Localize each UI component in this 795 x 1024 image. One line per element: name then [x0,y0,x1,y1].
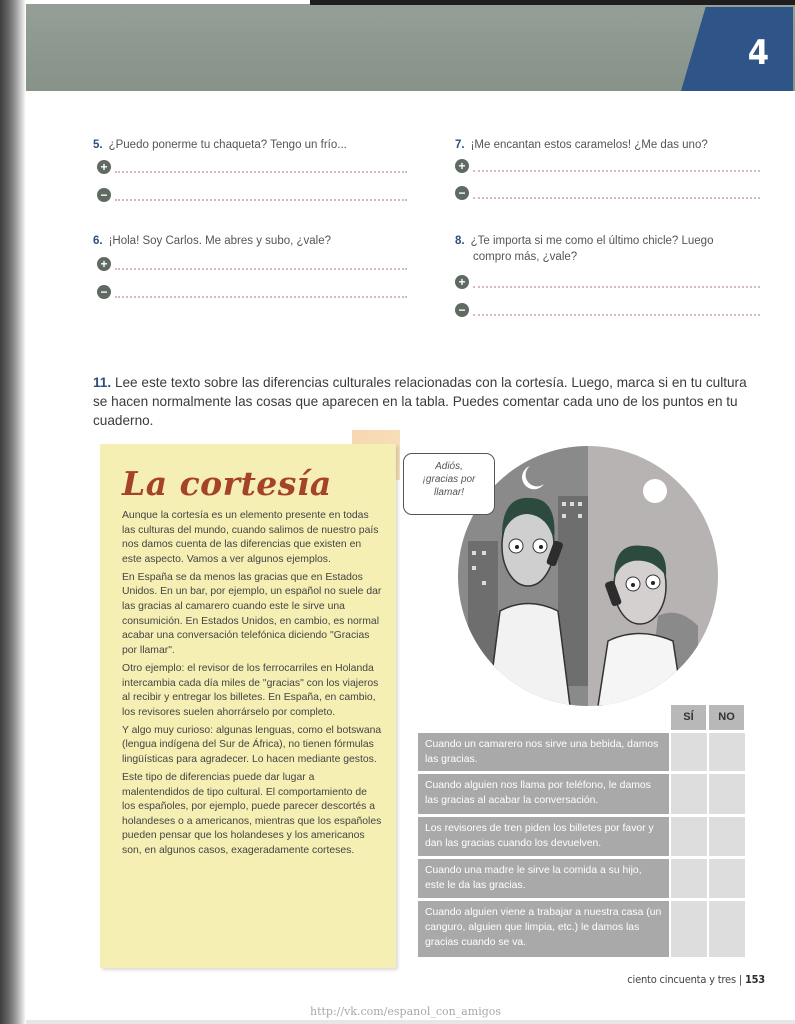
bubble-line: ¡gracias por [422,474,476,485]
checkbox-si[interactable] [671,901,707,957]
cortesia-note [100,444,396,968]
note-paragraph: Y algo muy curioso: algunas lenguas, como el botswana (lengua indígena del Sur de África), no tienen fórmulas lingüísticas para agradecer. Lo hacen mediante gestos. [122,724,382,765]
dotted-line [115,199,407,201]
positive-answer-line[interactable] [455,159,760,175]
checkbox-no[interactable] [709,774,745,814]
table-statement: Cuando una madre le sirve la comida a su hijo, este le da las gracias. [418,859,669,898]
exercise-11-instruction [93,373,755,430]
exercise-7 [455,137,775,153]
exercise-number: 5. [93,139,103,151]
checkbox-si[interactable] [671,733,707,771]
note-paragraph: Otro ejemplo: el revisor de los ferrocarriles en Holanda intercambia cada día miles de "gracias" con los viajeros al recibir y entregar los billetes. En España, en cambio, los revisores suelen ahorrárselo por completo. [122,662,379,718]
negative-answer-line[interactable] [455,303,760,319]
exercise-prompt: ¡Hola! Soy Carlos. Me abres y subo, ¿vale? [108,235,332,247]
note-paragraph: En España se da menos las gracias que en Estados Unidos. En un bar, por ejemplo, un español no suele dar las gracias al camarero cuando este le sirve una consumición. En Estados Unidos, en cambio, es normal acabar una conversación telefónica diciendo "Gracias por llamar". [122,571,382,656]
plus-circle-icon: + [97,160,111,174]
checkbox-si[interactable] [671,774,707,814]
sun-icon [643,479,667,503]
dotted-line [473,170,760,172]
exercise-number: 11. [93,375,112,390]
table-statement: Cuando un camarero nos sirve una bebida, damos las gracias. [418,733,669,771]
minus-circle-icon: − [97,188,111,202]
table-statement: Cuando alguien nos llama por teléfono, le damos las gracias al acabar la conversación. [418,774,669,814]
exercise-8 [455,233,775,265]
positive-answer-line[interactable] [97,257,407,273]
negative-answer-line[interactable] [97,188,407,204]
exercise-prompt: ¿Puedo ponerme tu chaqueta? Tengo un frío... [108,139,347,151]
page-number-words: ciento cincuenta y tres | [627,973,742,986]
plus-circle-icon: + [97,257,111,271]
note-body [122,509,382,862]
chapter-banner [0,4,795,91]
table-row [418,859,745,898]
checkbox-si[interactable] [671,859,707,898]
note-title: La cortesía [122,464,332,503]
page-number: 153 [744,973,765,986]
phone-call-illustration [458,446,718,706]
instruction-text: Lee este texto sobre las diferencias culturales relacionadas con la cortesía. Luego, marca si en tu cultura se hacen normalmente las cosas que aparecen en la tabla. Puedes comentar cada uno de los puntos en tu cuaderno. [93,375,747,428]
illustration-art [458,446,718,706]
table-row [418,733,745,771]
table-header-no: NO [709,705,744,730]
table-row [418,817,745,856]
checkbox-no[interactable] [709,859,745,898]
dotted-line [473,314,760,316]
plus-circle-icon: + [455,275,469,289]
dotted-line [473,286,760,288]
checkbox-no[interactable] [709,817,745,856]
exercise-5 [93,137,423,153]
checkbox-no[interactable] [709,901,745,957]
minus-circle-icon: − [97,285,111,299]
table-statement: Los revisores de tren piden los billetes por favor y dan las gracias cuando los devuelven. [418,817,669,856]
minus-circle-icon: − [455,303,469,317]
banner-top-edge [310,0,795,5]
note-paragraph: Aunque la cortesía es un elemento presente en todas las culturas del mundo, cuando salimos de nuestro país nos damos cuenta de las diferencias que existen en este aspecto. Vamos a ver algunos ejemplos. [122,510,379,565]
speech-bubble [403,453,495,515]
negative-answer-line[interactable] [455,186,760,202]
positive-answer-line[interactable] [455,275,760,291]
exercise-6 [93,233,423,249]
exercise-number: 8. [455,235,465,247]
page-footer [627,973,765,986]
bubble-line: llamar! [433,487,464,498]
positive-answer-line[interactable] [97,160,407,176]
exercise-number: 7. [455,139,465,151]
bubble-line: Adiós, [435,461,463,472]
page-bottom-edge [0,1020,795,1024]
watermark-url: http://vk.com/espanol_con_amigos [310,1005,502,1018]
exercise-number: 6. [93,235,103,247]
table-header-si: SÍ [671,705,706,730]
chapter-number: 4 [747,33,769,73]
exercise-prompt-line1: ¿Te importa si me como el último chicle? Luego [470,235,714,247]
dotted-line [473,197,760,199]
checkbox-no[interactable] [709,733,745,771]
dotted-line [115,296,407,298]
table-row [418,901,745,957]
man-shirt [488,604,570,707]
checkbox-si[interactable] [671,817,707,856]
table-statement: Cuando alguien viene a trabajar a nuestra casa (un canguro, alguien que limpia, etc.) le damos las gracias cuando se va. [418,901,669,957]
negative-answer-line[interactable] [97,285,407,301]
plus-circle-icon: + [455,159,469,173]
dotted-line [115,171,407,173]
table-row [418,774,745,814]
exercise-prompt-line2: compro más, ¿vale? [473,251,578,263]
man-tshirt [598,634,683,707]
note-paragraph: Este tipo de diferencias puede dar lugar a malentendidos de tipo cultural. El comportamiento de los españoles, por ejemplo, puede parecer descortés a holandeses o a americanos, mientras que los españoles pueden pensar que los holandeses y los americanos son, en algunos casos, exageradamente corteses. [122,772,382,857]
minus-circle-icon: − [455,186,469,200]
book-spine-shadow [0,0,26,1024]
exercise-prompt: ¡Me encantan estos caramelos! ¿Me das uno? [470,139,708,151]
dotted-line [115,268,407,270]
